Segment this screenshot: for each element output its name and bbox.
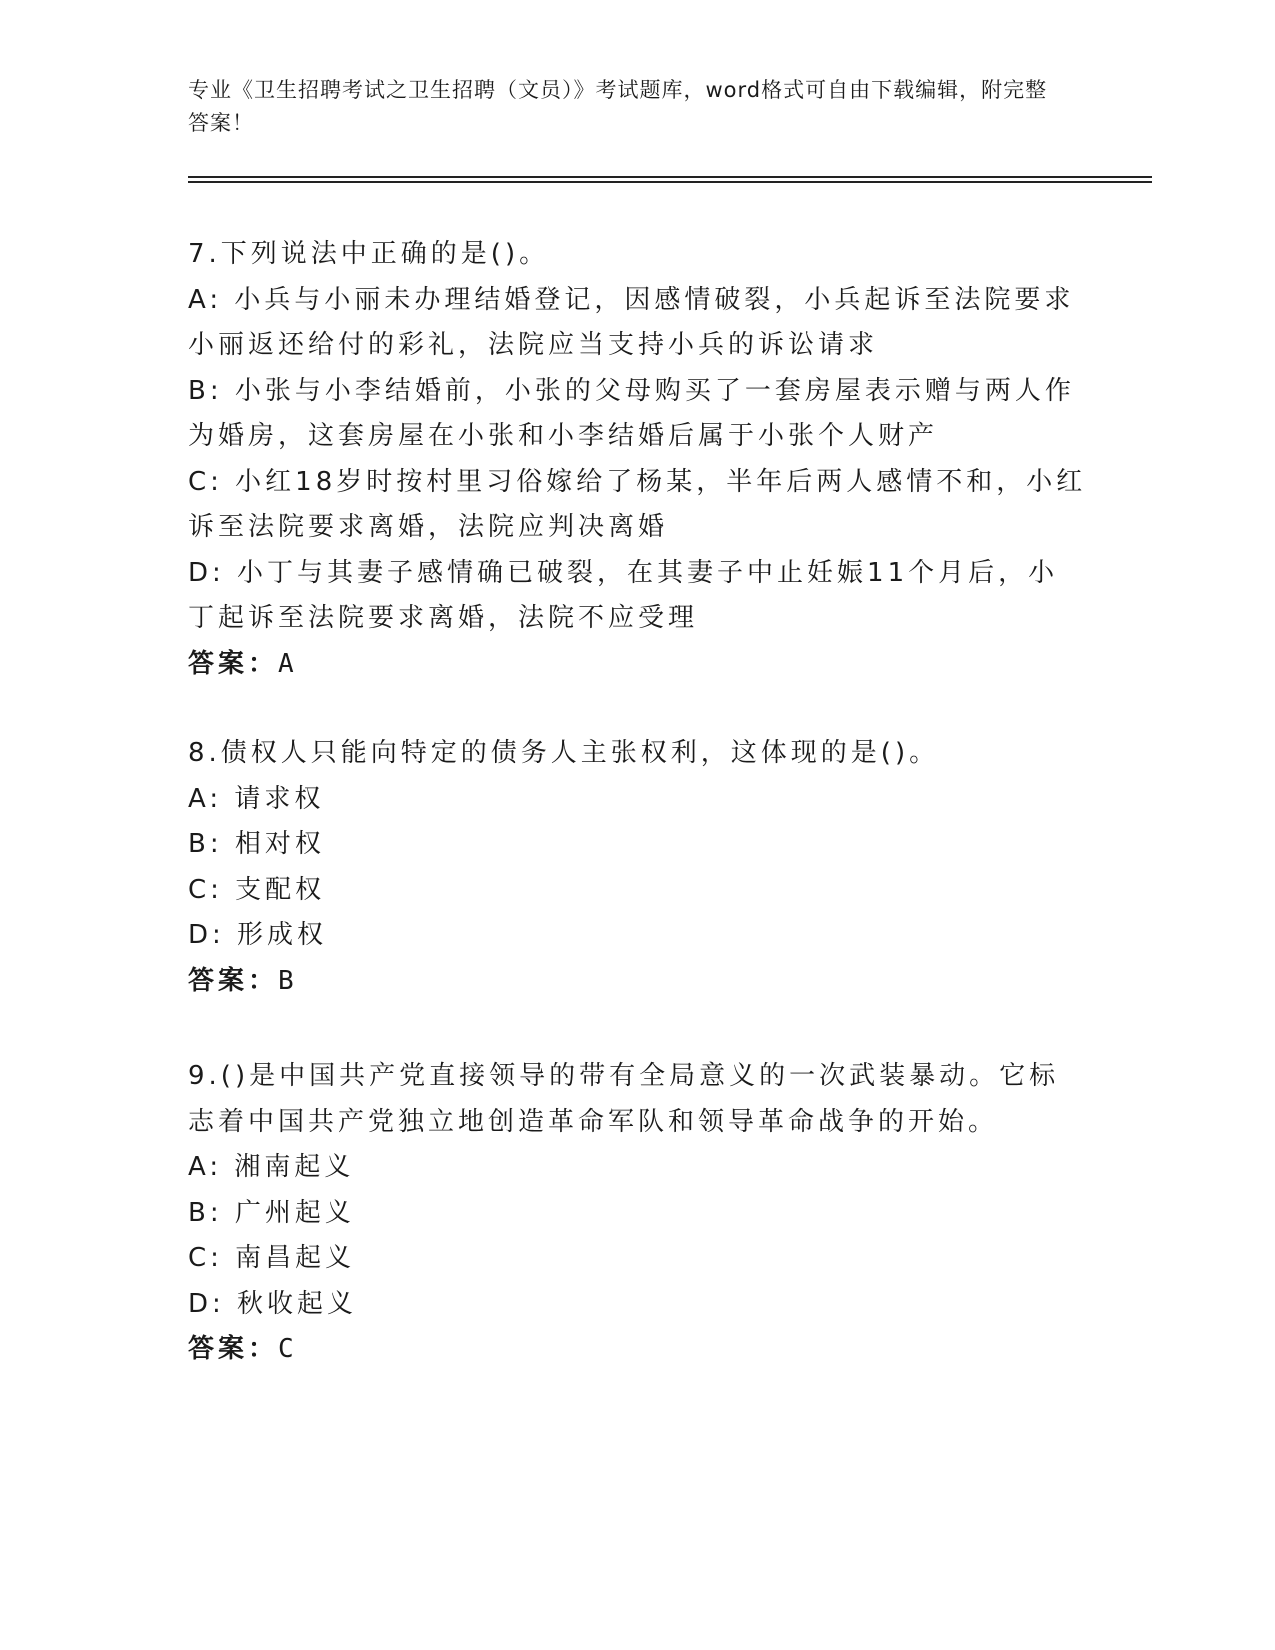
answer-value: B [278,965,294,996]
option-d: D: 形成权 [188,920,328,950]
answer-label: 答案： [188,965,279,996]
answer-line [188,1327,1088,1373]
option-d: D: 小丁与其妻子感情确已破裂，在其妻子中止妊娠11个月后，小丁起诉至法院要求离婚，法院不应受理 [188,557,1059,633]
option-b: B: 小张与小李结婚前，小张的父母购买了一套房屋表示赠与两人作为婚房，这套房屋在小张和小李结婚后属于小张个人财产 [188,375,1075,451]
document-header: 专业《卫生招聘考试之卫生招聘（文员）》考试题库，word格式可自由下载编辑，附完整答案！ [188,78,1048,135]
option-b: B: 相对权 [188,829,325,859]
answer-value: C [278,1334,294,1364]
answer-label: 答案： [188,1334,279,1364]
answer-label: 答案： [188,648,279,679]
option-c: C: 小红18岁时按村里习俗嫁给了杨某，半年后两人感情不和，小红诉至法院要求离婚，法院应判决离婚 [188,466,1087,542]
option-a: A: 小兵与小丽未办理结婚登记，因感情破裂，小兵起诉至法院要求小丽返还给付的彩礼，法院应当支持小兵的诉讼请求 [188,284,1075,360]
option-c: C: 支配权 [188,874,326,905]
question-stem: 8.债权人只能向特定的债务人主张权利，这体现的是()。 [188,738,940,768]
question-stem: 7.下列说法中正确的是()。 [188,239,550,269]
option-b: B: 广州起义 [188,1197,355,1228]
option-c: C: 南昌起义 [188,1243,356,1273]
header-divider-top [188,176,1152,178]
option-d: D: 秋收起义 [188,1288,358,1319]
answer-line [188,959,1088,1005]
header-divider-bottom [188,181,1152,183]
question-7 [188,232,1088,687]
answer-value: A [278,648,294,679]
question-9 [188,1054,1088,1373]
answer-line [188,642,1088,688]
option-a: A: 湘南起义 [188,1152,355,1182]
question-stem: 9.()是中国共产党直接领导的带有全局意义的一次武装暴动。它标志着中国共产党独立地创造革命军队和领导革命战争的开始。 [188,1061,1060,1137]
option-a: A: 请求权 [188,783,325,814]
question-8 [188,731,1088,1004]
